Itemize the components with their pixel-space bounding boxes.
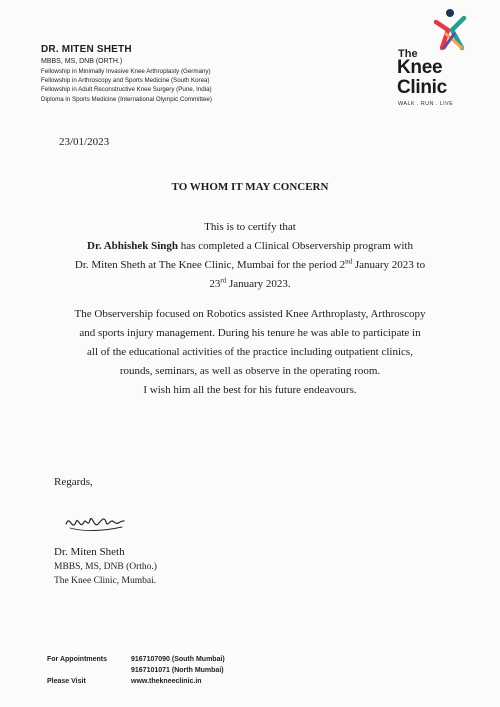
appointments-label: For Appointments <box>47 656 108 663</box>
paragraph-line <box>30 256 470 275</box>
fellowship-line: Fellowship in Arthroscopy and Sports Medicine (South Korea) <box>41 77 210 85</box>
signatory-clinic: The Knee Clinic, Mumbai. <box>54 576 157 586</box>
paragraph-line: all of the educational activities of the practice including outpatient clinics, <box>87 346 413 358</box>
paragraph-line: rounds, seminars, as well as observe in the operating room. <box>119 365 381 377</box>
paragraph-line <box>30 237 470 256</box>
paragraph-line <box>30 275 470 294</box>
signature-block <box>54 545 157 588</box>
closing-regards: Regards, <box>54 476 93 488</box>
phone-north-mumbai: 9167101071 (North Mumbai) <box>131 667 224 674</box>
runner-figure-icon <box>432 8 472 52</box>
visit-label: Please Visit <box>47 678 86 685</box>
clinic-logo <box>396 8 476 110</box>
ordinal-suffix: rd <box>220 276 227 285</box>
fellowship-line: Fellowship in Minimally Invasive Knee Arthroplasty (Germany) <box>41 68 211 75</box>
signatory-qualifications: MBBS, MS, DNB (Ortho.) <box>54 562 157 572</box>
website-link[interactable]: www.thekneeclinic.in <box>131 678 202 685</box>
paragraph-line: I wish him all the best for his future endeavours. <box>143 384 357 396</box>
ordinal-suffix: nd <box>345 257 353 266</box>
paragraph-text: Dr. Miten Sheth at The Knee Clinic, Mumbai for the period 2 <box>74 259 346 271</box>
fellowship-line: Fellowship in Adult Reconstructive Knee Surgery (Pune, India) <box>41 86 212 94</box>
fellowship-line: Diploma in Sports Medicine (International Olympic Committee) <box>41 95 212 103</box>
letter-subject: TO WHOM IT MAY CONCERN <box>171 181 329 193</box>
paragraph-text: January 2023 to <box>352 259 426 271</box>
observership-paragraph <box>30 305 470 400</box>
paragraph-line: and sports injury management. During his tenure he was able to participate in <box>79 327 421 339</box>
paragraph-text: January 2023. <box>226 278 291 290</box>
letterhead <box>41 44 341 104</box>
observer-name: Dr. Abhishek Singh <box>87 240 179 252</box>
phone-south-mumbai: 9167107090 (South Mumbai) <box>131 656 225 663</box>
letter-date: 23/01/2023 <box>59 136 110 148</box>
paragraph-text: has completed a Clinical Observership program with <box>178 240 413 252</box>
paragraph-text: 23 <box>209 278 221 290</box>
logo-knee-text: Knee <box>397 57 443 78</box>
logo-the-text: The <box>398 48 418 60</box>
logo-clinic-text: Clinic <box>397 77 447 98</box>
doctor-name: DR. MITEN SHETH <box>41 44 132 55</box>
doctor-qualifications: MBBS, MS, DNB (ORTH.) <box>41 58 123 65</box>
certification-paragraph <box>30 218 470 294</box>
logo-tagline: WALK . RUN . LIVE <box>398 101 454 107</box>
handwritten-signature <box>64 510 128 538</box>
paragraph-line: The Observership focused on Robotics assisted Knee Arthroplasty, Arthroscopy <box>74 308 426 320</box>
paragraph-line: This is to certify that <box>204 221 296 233</box>
signatory-name: Dr. Miten Sheth <box>54 546 125 558</box>
